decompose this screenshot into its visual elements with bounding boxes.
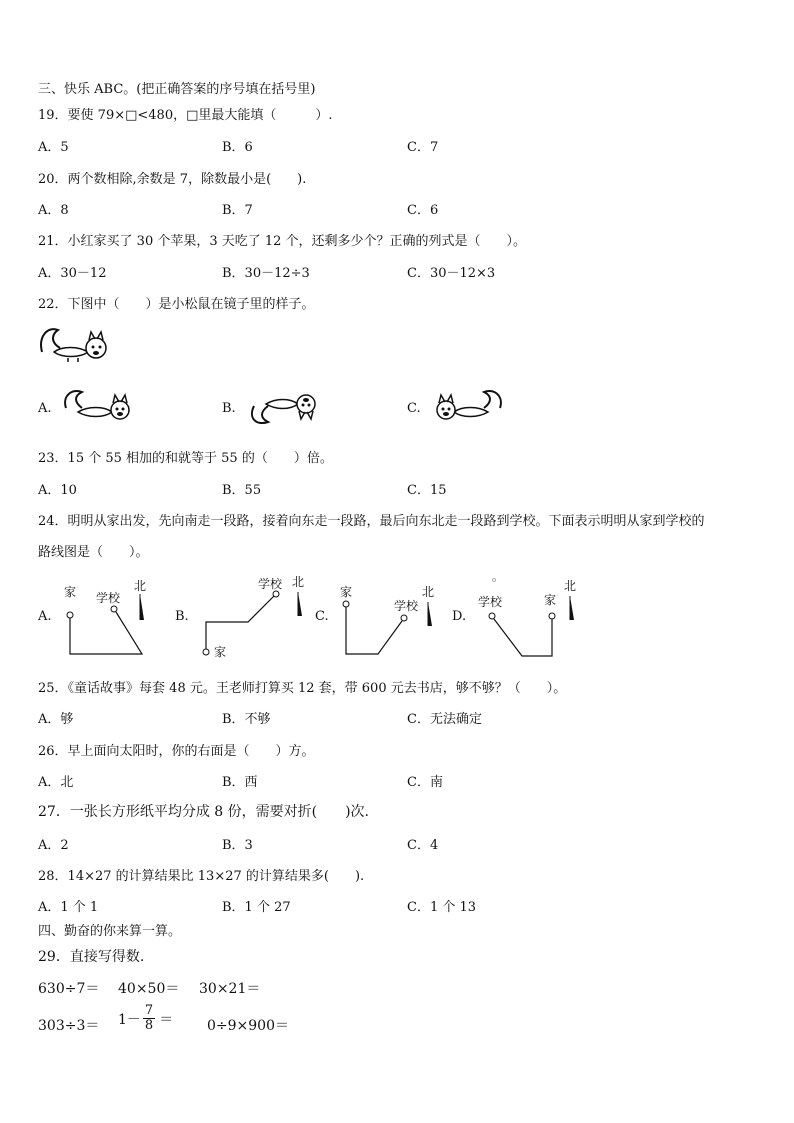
school-label: 学校: [478, 595, 503, 609]
option-c: C．15: [407, 483, 447, 498]
question-stem-continued: 路线图是（ ）。: [38, 545, 149, 560]
option-a: A．够: [38, 712, 74, 727]
expression: 0÷9×900＝: [207, 1018, 289, 1034]
option-a: A.: [38, 609, 52, 624]
option-b: B．3: [222, 838, 253, 853]
option-d: D.: [452, 609, 467, 624]
option-b: B．55: [222, 483, 262, 498]
north-label: 北: [134, 579, 147, 593]
question-stem: 19．要使 79×□<480，□里最大能填（ ）.: [38, 108, 333, 123]
option-a: A．10: [38, 483, 77, 498]
expression: 30×21＝: [199, 981, 261, 997]
question-stem: 23．15 个 55 相加的和就等于 55 的（ ）倍。: [38, 451, 333, 466]
option-c: C．7: [407, 140, 439, 155]
option-b: B．6: [222, 140, 253, 155]
option-b: B．7: [222, 203, 253, 218]
question-stem: 26．早上面向太阳时，你的右面是（ ）方。: [38, 744, 315, 759]
expression: 40×50＝: [118, 981, 180, 997]
squirrel-original-icon: [38, 322, 114, 364]
option-c: C．6: [407, 203, 439, 218]
school-label: 学校: [394, 599, 419, 613]
question-stem: 29．直接写得数.: [38, 949, 145, 965]
route-map-c: [334, 580, 444, 660]
question-stem: 28．14×27 的计算结果比 13×27 的计算结果多( ).: [38, 869, 365, 884]
option-a: A．2: [38, 838, 69, 853]
option-b: B．不够: [222, 712, 271, 727]
option-b: B．30－12÷3: [222, 266, 310, 281]
school-label: 学校: [258, 577, 283, 591]
question-stem: 22．下图中（ ）是小松鼠在镜子里的样子。: [38, 297, 315, 312]
option-a: A．8: [38, 203, 69, 218]
option-c: C.: [315, 609, 329, 624]
home-label: 家: [64, 585, 77, 599]
home-label: 家: [214, 645, 227, 659]
question-stem: 21．小红家买了 30 个苹果，3 天吃了 12 个，还剩多少个？正确的列式是（ ）。: [38, 234, 527, 249]
route-map-b: [196, 572, 308, 662]
option-a: A．5: [38, 140, 69, 155]
squirrel-option-b-icon: [246, 392, 322, 428]
question-stem: 27．一张长方形纸平均分成 8 份，需要对折( )次.: [38, 804, 369, 820]
option-c: C．30－12×3: [407, 266, 496, 281]
question-stem: 20．两个数相除,余数是 7，除数最小是( ).: [38, 172, 307, 187]
option-c: C．1 个 13: [407, 900, 477, 915]
option-b: B.: [222, 401, 236, 416]
fraction-denominator: 8: [144, 1018, 154, 1033]
option-b: B.: [175, 609, 189, 624]
question-stem: 24．明明从家出发，先向南走一段路，接着向东走一段路，最后向东北走一段路到学校。下面表示明明从家到学校的: [38, 514, 705, 529]
section-title: 四、勤奋的你来算一算。: [38, 924, 182, 939]
squirrel-option-a-icon: [60, 388, 136, 424]
option-c: C.: [407, 401, 421, 416]
home-label: 家: [544, 593, 557, 607]
home-label: 家: [340, 585, 353, 599]
expression: 303÷3＝: [38, 1018, 100, 1034]
option-c: C．无法确定: [407, 712, 482, 727]
school-label: 学校: [96, 591, 121, 605]
fraction-numerator: 7: [144, 1003, 154, 1018]
expression-fraction: [118, 1004, 173, 1033]
fraction-suffix: ＝: [159, 1011, 174, 1028]
option-a: A．30－12: [38, 266, 107, 281]
option-c: C．4: [407, 838, 439, 853]
option-a: A．1 个 1: [38, 900, 99, 915]
fraction-prefix: 1－: [118, 1011, 141, 1028]
section-title: 三、快乐 ABC。(把正确答案的序号填在括号里): [38, 82, 316, 97]
option-a: A．北: [38, 775, 74, 790]
route-map-d: [474, 576, 584, 660]
option-a: A.: [38, 401, 52, 416]
fraction: [143, 1004, 155, 1033]
route-map-a: [56, 576, 156, 658]
north-label: 北: [422, 585, 435, 599]
option-b: B．西: [222, 775, 258, 790]
option-b: B．1 个 27: [222, 900, 291, 915]
north-label: 北: [292, 575, 305, 589]
expression: 630÷7＝: [38, 981, 100, 997]
option-c: C．南: [407, 775, 443, 790]
squirrel-option-c-icon: [430, 388, 506, 424]
question-stem: 25．《童话故事》每套 48 元。王老师打算买 12 套，带 600 元去书店，够不够？（ ）。: [38, 681, 567, 696]
north-label: 北: [564, 579, 577, 593]
